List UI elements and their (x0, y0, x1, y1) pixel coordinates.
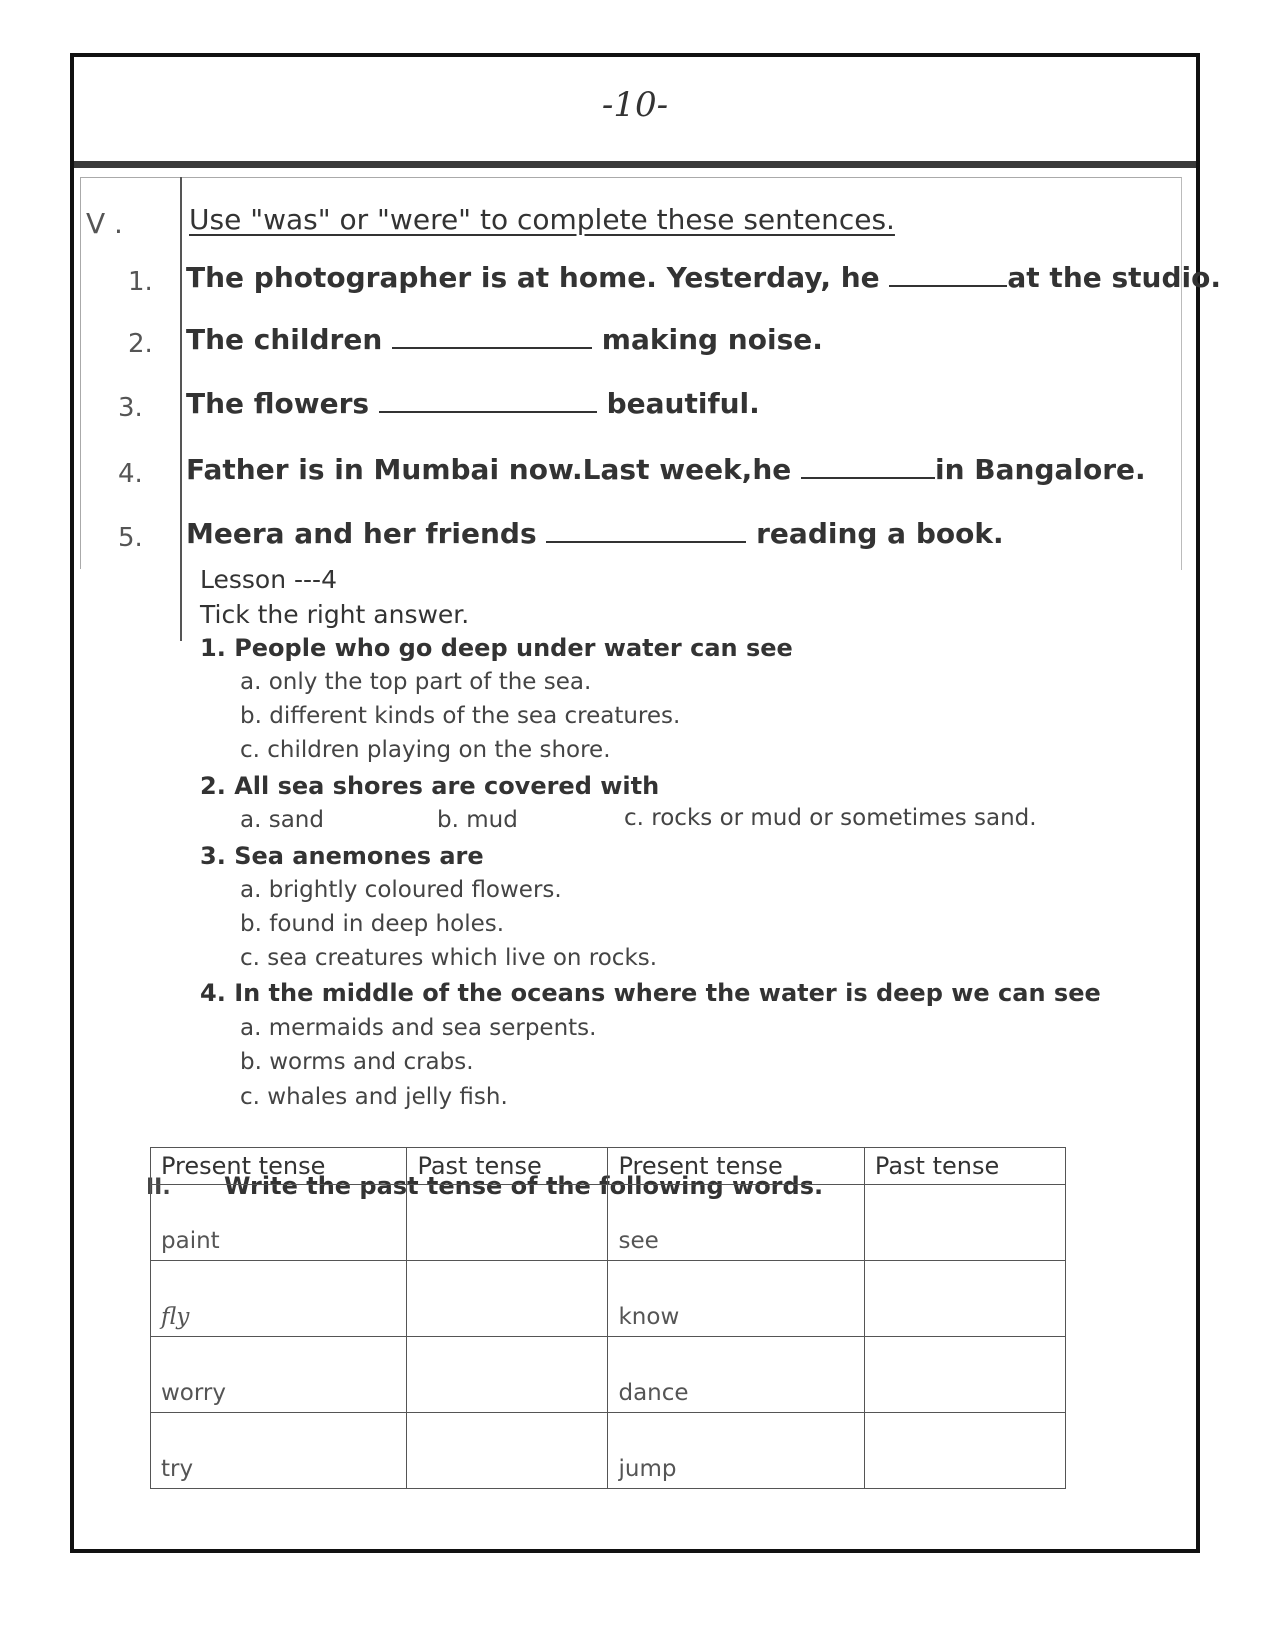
option-letter: a. (240, 1015, 262, 1041)
option[interactable] (240, 669, 591, 695)
option-text: worms and crabs. (269, 1049, 474, 1075)
page-number: -10- (601, 85, 669, 125)
column-header: Present tense (608, 1148, 864, 1185)
past-tense-answer-cell[interactable] (407, 1337, 608, 1413)
option-text: mermaids and sea serpents. (268, 1015, 597, 1041)
question-number: 4. (200, 979, 226, 1007)
option[interactable] (240, 945, 657, 971)
question-number: 3. (200, 842, 226, 870)
sentence-4 (186, 453, 1146, 486)
question-2 (200, 772, 659, 800)
option-text: found in deep holes. (269, 911, 505, 937)
option[interactable] (240, 1015, 596, 1041)
option[interactable] (240, 807, 324, 833)
option-text: sand (268, 807, 324, 833)
table-row (151, 1261, 1066, 1337)
past-tense-answer-cell[interactable] (864, 1337, 1065, 1413)
option[interactable] (240, 703, 680, 729)
lesson-title: Lesson ---4 (200, 565, 337, 594)
answer-blank[interactable] (379, 410, 597, 413)
question-number: 2. (200, 772, 226, 800)
section-ii-heading: Write the past tense of the following words. (224, 1172, 824, 1200)
sentence-text-after: reading a book. (756, 517, 1004, 550)
past-tense-answer-cell[interactable] (407, 1261, 608, 1337)
sentence-text-after: at the studio. (1007, 261, 1221, 294)
past-tense-answer-cell[interactable] (864, 1413, 1065, 1489)
answer-blank[interactable] (889, 284, 1007, 287)
past-tense-answer-cell[interactable] (407, 1413, 608, 1489)
sentence-number: 2. (128, 329, 153, 359)
question-text: People who go deep under water can see (234, 634, 793, 662)
option[interactable] (437, 807, 518, 833)
option-text: only the top part of the sea. (268, 669, 592, 695)
sentence-text-after: making noise. (601, 323, 823, 356)
sentence-text-before: The children (186, 323, 383, 356)
past-tense-answer-cell[interactable] (407, 1185, 608, 1261)
table-row (151, 1413, 1066, 1489)
question-text: Sea anemones are (234, 842, 484, 870)
sentence-2 (186, 323, 823, 356)
option-letter: b. (240, 1049, 262, 1075)
column-header: Past tense (407, 1148, 608, 1185)
option-letter: a. (240, 877, 262, 903)
present-tense-word: worry (151, 1337, 407, 1413)
present-tense-word: try (151, 1413, 407, 1489)
section-v-heading: Use "was" or "were" to complete these sentences. (189, 203, 895, 236)
section-v-roman: V . (86, 207, 123, 240)
sentence-3 (186, 387, 760, 420)
present-tense-word: paint (151, 1185, 407, 1261)
lesson-instruction: Tick the right answer. (200, 600, 470, 629)
sentence-text-after: in Bangalore. (935, 453, 1146, 486)
sentence-text-before: The flowers (186, 387, 370, 420)
present-tense-word-handwritten: fly (151, 1261, 407, 1337)
present-tense-word: dance (608, 1337, 864, 1413)
sentence-number: 1. (128, 267, 153, 297)
option-text: mud (466, 807, 518, 833)
option-text: sea creatures which live on rocks. (267, 945, 658, 971)
sentence-number: 3. (118, 393, 143, 423)
sentence-text-before: Meera and her friends (186, 517, 537, 550)
table-row (151, 1337, 1066, 1413)
option-letter: b. (240, 703, 262, 729)
sentence-number: 4. (118, 459, 143, 489)
section-ii-roman: II. (146, 1175, 171, 1200)
column-header: Past tense (864, 1148, 1065, 1185)
answer-blank[interactable] (392, 346, 592, 349)
table-header-row (151, 1148, 1066, 1185)
option-letter: c. (240, 1084, 260, 1110)
option-text: children playing on the shore. (267, 737, 611, 763)
answer-blank[interactable] (546, 540, 746, 543)
option-letter: c. (624, 805, 644, 831)
sentence-1 (186, 261, 1221, 294)
option-text: brightly coloured flowers. (268, 877, 562, 903)
option[interactable] (240, 911, 504, 937)
past-tense-answer-cell[interactable] (864, 1261, 1065, 1337)
option-text: whales and jelly fish. (267, 1084, 508, 1110)
sentence-number: 5. (118, 523, 143, 553)
option[interactable] (240, 1049, 474, 1075)
option[interactable] (240, 737, 611, 763)
question-text: All sea shores are covered with (234, 772, 660, 800)
past-tense-table (150, 1147, 1066, 1489)
question-3 (200, 842, 484, 870)
sentence-text-before: Father is in Mumbai now.Last week,he (186, 453, 792, 486)
question-1 (200, 634, 793, 662)
option-text: rocks or mud or sometimes sand. (651, 805, 1037, 831)
option-letter: b. (437, 807, 459, 833)
option[interactable] (240, 1084, 508, 1110)
sentence-text-after: beautiful. (606, 387, 760, 420)
table-row (151, 1185, 1066, 1261)
header-divider (74, 161, 1196, 168)
column-header: Present tense (151, 1148, 407, 1185)
option-letter: c. (240, 737, 260, 763)
answer-blank[interactable] (801, 476, 935, 479)
option-letter: a. (240, 669, 262, 695)
option[interactable] (624, 805, 1037, 831)
present-tense-word: see (608, 1185, 864, 1261)
section-v-number-divider (180, 177, 182, 641)
section-v-left-border (80, 177, 81, 569)
option[interactable] (240, 877, 562, 903)
option-letter: a. (240, 807, 262, 833)
question-text: In the middle of the oceans where the water is deep we can see (234, 979, 1101, 1007)
question-4 (200, 979, 1101, 1007)
present-tense-word: know (608, 1261, 864, 1337)
option-text: different kinds of the sea creatures. (269, 703, 681, 729)
option-letter: c. (240, 945, 260, 971)
question-number: 1. (200, 634, 226, 662)
option-letter: b. (240, 911, 262, 937)
sentence-text-before: The photographer is at home. Yesterday, he (186, 261, 880, 294)
past-tense-answer-cell[interactable] (864, 1185, 1065, 1261)
sentence-5 (186, 517, 1004, 550)
present-tense-word: jump (608, 1413, 864, 1489)
